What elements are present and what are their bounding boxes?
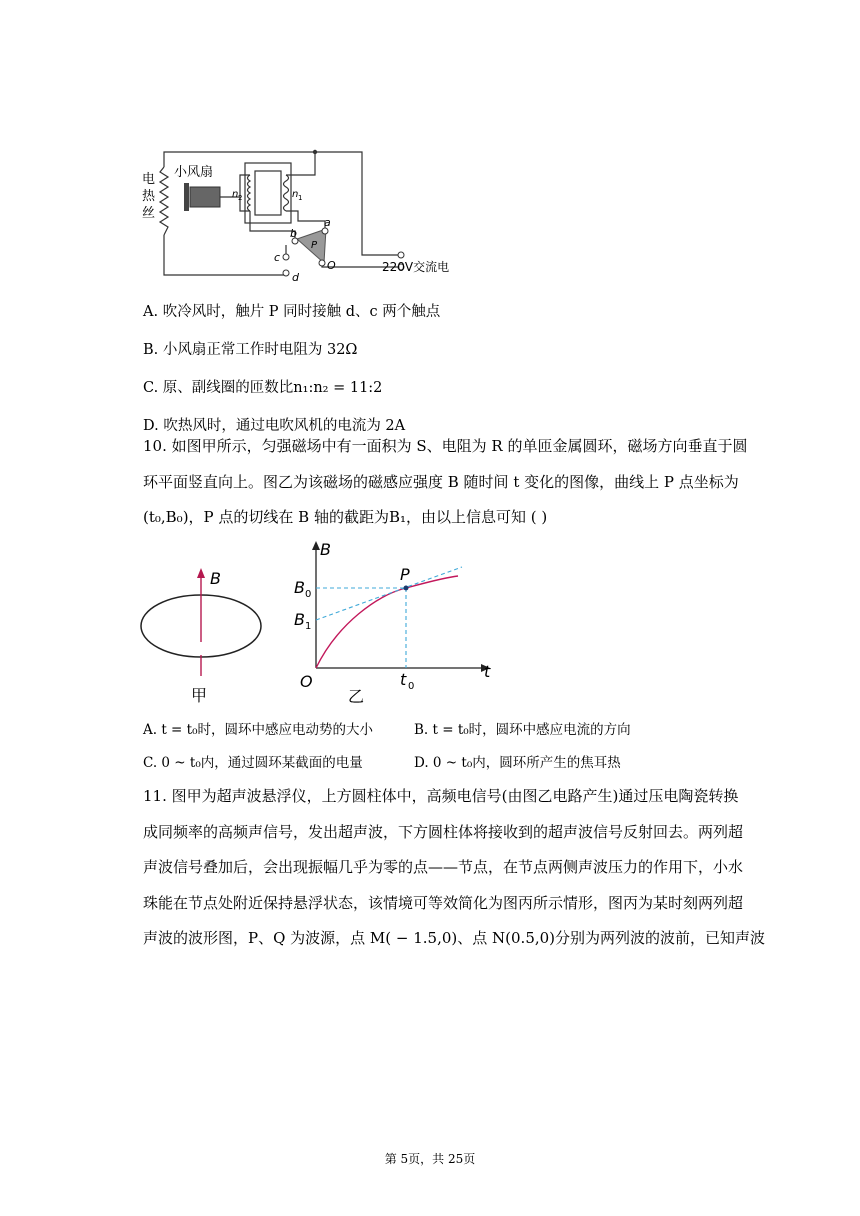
n1-sub: 1 [298, 194, 303, 202]
contact-d-label: d [292, 271, 299, 284]
contact-c-label: c [274, 251, 281, 264]
q10-stem-line-2: 环平面竖直向上。图乙为该磁场的磁感应强度 B 随时间 t 变化的图像，曲线上 P 点坐标为 [143, 473, 739, 491]
heater-char-1: 电 [142, 172, 156, 187]
q10-stem-line-1: 10. 如图甲所示，匀强磁场中有一面积为 S、电阻为 R 的单匝金属圆环，磁场方向垂直于圆 [143, 437, 748, 455]
q10-option-c: C. 0 ~ t₀内，通过圆环某截面的电量 [143, 755, 363, 771]
contact-b-label: b [290, 227, 297, 240]
q9-option-d: D. 吹热风时，通过电吹风机的电流为 2A [143, 418, 406, 434]
n2-label: n [232, 189, 239, 200]
p-label: P [400, 565, 410, 584]
b0-sub: 0 [305, 589, 312, 600]
q11-stem-line-3: 声波信号叠加后，会出现振幅几乎为零的点——节点，在节点两侧声波压力的作用下，小水 [143, 858, 744, 876]
heater-char-2: 热 [142, 189, 156, 204]
plate-p-label: P [311, 240, 318, 251]
heater-char-3: 丝 [142, 206, 156, 221]
b-axis-label: B [320, 540, 331, 559]
b1-sub: 1 [305, 621, 312, 632]
origin-label: O [300, 672, 313, 691]
n2-sub: 2 [238, 194, 243, 202]
t-axis-label: t [484, 662, 491, 681]
q11-stem-line-5: 声波的波形图，P、Q 为波源，点 M( − 1.5,0)、点 N(0.5,0)分别为两列波的波前，已知声波 [143, 929, 766, 947]
q11-stem-line-4: 珠能在节点处附近保持悬浮状态，该情境可等效简化为图丙所示情形，图丙为某时刻两列超 [143, 894, 744, 912]
circuit-diagram [140, 145, 470, 285]
q10-option-d: D. 0 ~ t₀内，圆环所产生的焦耳热 [414, 755, 621, 771]
q9-option-c: C. 原、副线圈的匝数比n₁:n₂ = 11:2 [143, 380, 383, 396]
b-t-curve [316, 576, 458, 668]
b1-label: B [294, 610, 305, 629]
q10-stem-line-3: (t₀,B₀)，P 点的切线在 B 轴的截距为B₁，由以上信息可知 ( ) [143, 508, 548, 526]
t0-sub: 0 [408, 681, 415, 692]
fan-label: 小风扇 [174, 165, 214, 180]
tangent-line [316, 567, 462, 620]
field-arrow-head [197, 568, 205, 578]
q11-stem-line-2: 成同频率的高频声信号，发出超声波，下方圆柱体将接收到的超声波信号反射回去。两列超 [143, 823, 744, 841]
q10-option-a: A. t = t₀时，圆环中感应电动势的大小 [143, 722, 373, 738]
ac-label: 220V交流电 [382, 260, 450, 274]
q9-option-b: B. 小风扇正常工作时电阻为 32Ω [143, 342, 358, 358]
page-footer: 第 5页，共 25页 [384, 1152, 476, 1166]
q11-stem-line-1: 11. 图甲为超声波悬浮仪，上方圆柱体中，高频电信号(由图乙电路产生)通过压电陶瓷转换 [143, 787, 739, 805]
b-axis-arrow [312, 541, 320, 550]
n1-label: n [292, 189, 299, 200]
contact-a-label: a [324, 216, 331, 229]
figure-jia-ring [138, 560, 268, 710]
figure-jia-caption: 甲 [191, 686, 208, 705]
point-p [404, 586, 409, 591]
b0-label: B [294, 578, 305, 597]
figure-yi-graph [290, 535, 500, 705]
q10-option-b: B. t = t₀时，圆环中感应电流的方向 [414, 722, 631, 738]
field-b-label: B [210, 569, 221, 588]
contact-o-label: O [327, 259, 336, 272]
q9-option-a: A. 吹冷风时，触片 P 同时接触 d、c 两个触点 [143, 304, 441, 320]
figure-yi-caption: 乙 [348, 687, 365, 705]
t0-label: t [400, 670, 407, 689]
